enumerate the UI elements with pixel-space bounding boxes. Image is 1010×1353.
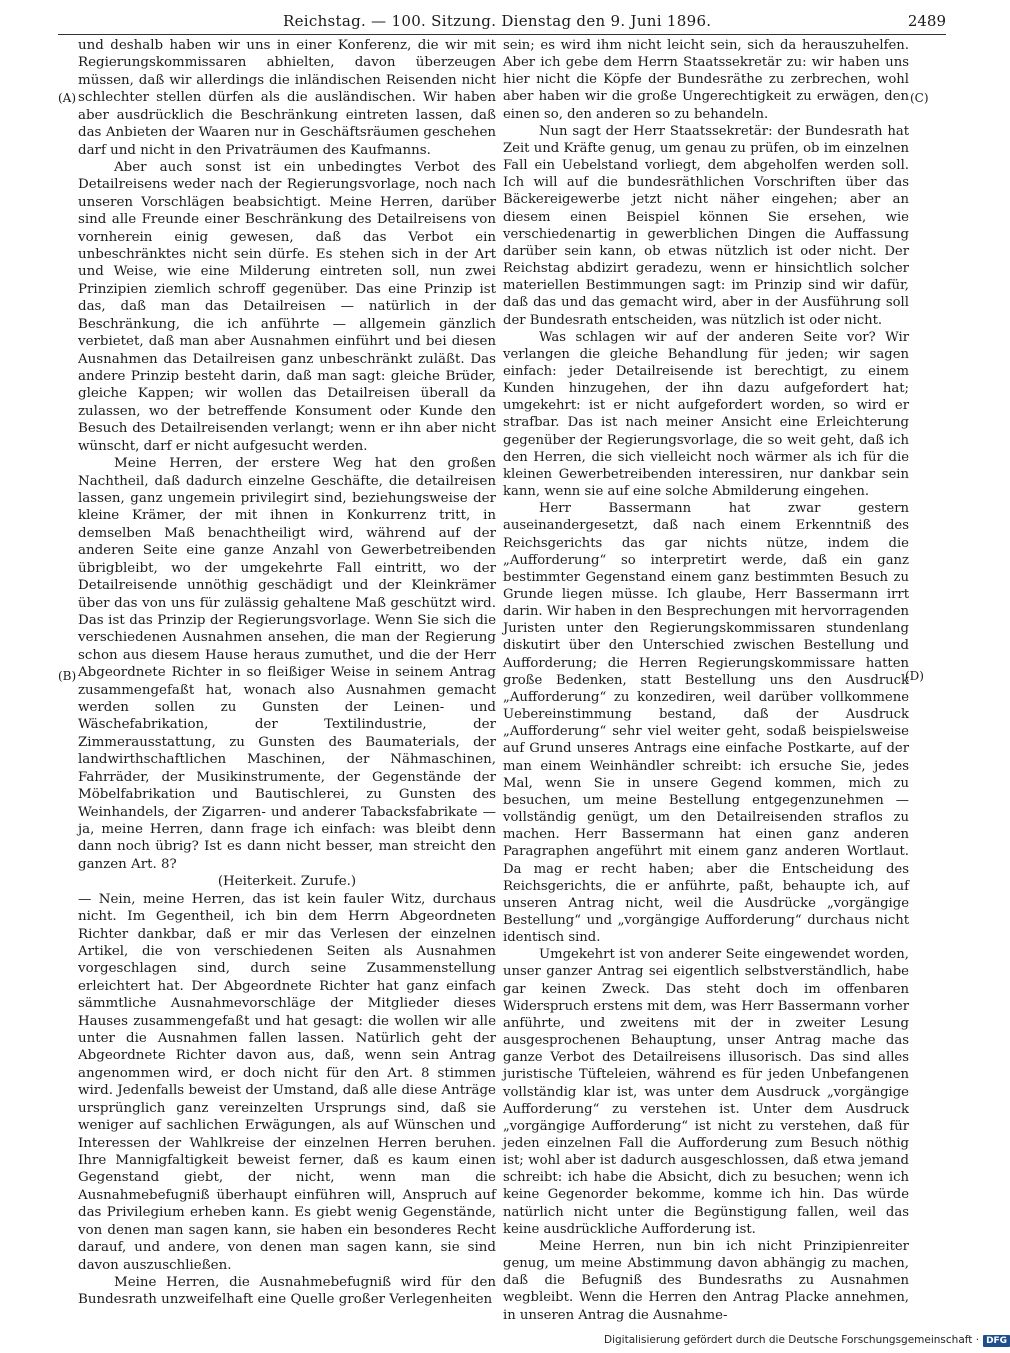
margin-marker-b: (B) [58,669,77,683]
paragraph: Meine Herren, die Ausnahmebefugniß wird für den Bundesrath unzweifelhaft eine Quelle großer Verlegenheiten [78,1274,496,1308]
margin-marker-a: (A) [58,91,77,105]
right-text-column [503,37,909,1324]
paragraph: Herr Bassermann hat zwar gestern auseinandergesetzt, daß nach einem Erkenntniß des Reichsgerichts das gar nichts nütze, indem die „Aufforderung“ so interpretirt werde, daß ein ganz bestimmter Gegenstand einem ganz bestimmten Besuch zu Grunde liegen müsse. Ich glaube, Herr Bassermann irrt darin. Wir haben in den Besprechungen mit hervorragenden Juristen unter den Regierungskommissaren stundenlang diskutirt über den Unterschied zwischen Bestellung und Aufforderung; die Herren Regierungskommissare hatten große Bedenken, statt Bestellung uns den Ausdruck „Aufforderung“ zu konzediren, weil darüber vollkommene Uebereinstimmung bestand, daß der Ausdruck „Aufforderung“ sehr viel weiter geht, sodaß beispielsweise auf Grund unseres Antrags eine einfache Postkarte, auf der man einem Weinhändler schreibt: ich ersuche Sie, jedes Mal, wenn Sie in unsere Gegend kommen, mich zu besuchen, um meine Bestellung entgegenzunehmen — vollständig genügt, um den Detailreisenden straflos zu machen. Herr Bassermann hat einen ganz anderen Paragraphen angeführt mit einem ganz anderen Wortlaut. Da mag er recht haben; aber die Entscheidung des Reichsgerichts, die er anführte, paßt, behaupte ich, auf unseren Antrag nicht, weil die Ausdrücke „vorgängige Bestellung“ und „vorgängige Aufforderung“ durchaus nicht identisch sind. [503,501,909,946]
credit-text: Digitalisierung gefördert durch die Deutsche Forschungsgemeinschaft · [604,1334,980,1346]
margin-marker-c: (C) [910,91,929,105]
running-title: Reichstag. — 100. Sitzung. Dienstag den 9. Juni 1896. [283,12,712,30]
interjection: (Heiterkeit. Zurufe.) [217,874,357,890]
paragraph: Nun sagt der Herr Staatssekretär: der Bundesrath hat Zeit und Kräfte genug, um genau zu prüfen, ob im einzelnen Fall ein Uebelstand vorliegt, dem abgeholfen werden soll. Ich will auf die bundesräthlichen Vorschriften über das Bäckereigewerbe jetzt nicht näher eingehen; aber an diesem einen Beispiel können Sie ersehen, wie verschiedenartig in gewerblichen Dingen die Auffassung darüber sein kann, ob etwas nützlich ist oder nicht. Der Reichstag abdizirt geradezu, wenn er hinsichtlich solcher materiellen Bestimmungen sagt: im Prinzip sind wir dafür, daß das und das gemacht wird, aber in der Ausführung soll der Bundesrath entscheiden, was nützlich ist oder nicht. [503,123,909,328]
paragraph: und deshalb haben wir uns in einer Konferenz, die wir mit Regierungskommissaren abhielten, davon überzeugen müssen, daß wir allerdings die inländischen Reisenden nicht schlechter stellen dürfen als die ausländischen. Wir haben aber ausdrücklich die Beschränkung eintreten lassen, daß das Anbieten der Waaren nur in Geschäftsräumen geschehen darf und nicht in den Privaträumen des Kaufmanns. [78,38,496,158]
left-text-column [78,37,496,1309]
paragraph: Aber auch sonst ist ein unbedingtes Verbot des Detailreisens weder nach der Regierungsvorlage, noch nach unseren Vorschlägen beabsichtigt. Meine Herren, darüber sind alle Freunde einer Beschränkung des Detailreisens von vornherein einig gewesen, daß das Verbot ein unbeschränktes nicht sein dürfe. Es stehen sich in der Art und Weise, wie eine Milderung eintreten soll, nun zwei Prinzipien ziemlich schroff gegenüber. Das eine Prinzip ist das, daß man das Detailreisen — natürlich in der Beschränkung, die ich anführte — allgemein gänzlich verbietet, daß man aber Ausnahmen einführt und bei diesen Ausnahmen das Detailreisen ganz unbeschränkt zuläßt. Das andere Prinzip besteht darin, daß man sagt: gleiche Brüder, gleiche Kappen; wir wollen das Detailreisen überall da zulassen, wo der betreffende Konsument oder Kunde den Besuch des Detailreisenden verlangt; wenn er ihn aber nicht wünscht, darf er nicht aufgesucht werden. [78,159,496,454]
paragraph: Umgekehrt ist von anderer Seite eingewendet worden, unser ganzer Antrag sei eigentlich selbstverständlich, habe gar keinen Zweck. Das steht doch im offenbaren Widerspruch erstens mit dem, was Herr Bassermann vorher anführte, und zweitens mit der in zweiter Lesung ausgesprochenen Behauptung, unser Antrag mache das ganze Verbot des Detailreisens illusorisch. Das sind alles juristische Tüfteleien, während es für jeden Unbefangenen vollständig klar ist, was unter dem Ausdruck „vorgängige Aufforderung“ zu verstehen ist. Unter dem Ausdruck „vorgängige Aufforderung“ ist nicht zu verstehen, daß für jeden einzelnen Fall die Aufforderung zum Besuch nöthig ist; wohl aber ist dadurch ausgeschlossen, daß etwa jemand schreibt: ich habe die Absicht, dich zu besuchen; wenn ich keine Gegenorder bekomme, komme ich hin. Das würde natürlich nicht unter die Begünstigung fallen, weil das keine ausdrückliche Aufforderung ist. [503,947,909,1237]
paragraph: Meine Herren, der erstere Weg hat den großen Nachtheil, daß dadurch einzelne Geschäfte, die detailreisen lassen, ganz ungemein privilegirt sind, beziehungsweise der kleine Krämer, der mit ihnen in Konkurrenz tritt, in demselben Maß benachtheiligt wird, während auf der anderen Seite eine ganze Anzahl von Gewerbetreibenden übrigbleibt, wo der umgekehrte Fall eintritt, wo der Detailreisende unnöthig geschädigt und der Kleinkrämer über das von uns für zulässig gehaltene Maß geschützt wird. Das ist das Prinzip der Regierungsvorlage. Wenn Sie sich die verschiedenen Ausnahmen ansehen, die man der Regierung schon aus diesem Hause heraus zumuthet, und die der Herr Abgeordnete Richter in so fleißiger Weise in seinem Antrag zusammengefaßt hat, wonach also Ausnahmen gemacht werden sollen zu Gunsten der Leinen- und Wäschefabrikation, der Textilindustrie, der Zimmerausstattung, zu Gunsten des Baumaterials, der landwirthschaftlichen Maschinen, der Nähmaschinen, Fahrräder, der Musikinstrumente, der Gegenstände der Möbelfabrikation und Bautischlerei, zu Gunsten des Weinhandels, der Zigarren- und anderer Tabacksfabrikate — ja, meine Herren, dann frage ich einfach: was bleibt denn dann noch übrig? Ist es dann nicht besser, man streicht den ganzen Art. 8? [78,456,496,872]
margin-marker-d: (D) [905,669,924,683]
paragraph: sein; es wird ihm nicht leicht sein, sich da herauszuhelfen. Aber ich gebe dem Herrn Staatssekretär zu: wir haben uns hier nicht die Köpfe der Bundesräthe zu zerbrechen, wohl aber haben wir die große Ungerechtigkeit zu erwägen, den einen so, den anderen so zu behandeln. [503,38,909,122]
page-header [58,6,946,35]
paragraph: Was schlagen wir auf der anderen Seite vor? Wir verlangen die gleiche Behandlung für jeden; wir sagen einfach: jeder Detailreisende ist berechtigt, zu einem Kunden hinzugehen, der ihn dazu aufgefordert hat; umgekehrt: ist er nicht aufgefordert worden, so wird er strafbar. Das ist nach meiner Ansicht eine Erleichterung gegenüber der Regierungsvorlage, die so weit geht, daß ich den Herren, die sich vielleicht noch wärmer als ich für die kleinen Gewerbetreibenden interessiren, nur dankbar sein kann, wenn sie auf eine solche Abmilderung eingehen. [503,329,909,500]
dfg-logo: DFG [983,1335,1010,1347]
paragraph: — Nein, meine Herren, das ist kein fauler Witz, durchaus nicht. Im Gegentheil, ich bin dem Herrn Abgeordneten Richter dankbar, daß er mir das Verlesen der einzelnen Artikel, die von verschiedenen Seiten als Ausnahmen vorgeschlagen sind, durch seine Zusammenstellung erleichtert hat. Der Abgeordnete Richter hat ganz einfach sämmtliche Ausnahmevorschläge der Mitglieder dieses Hauses zusammengefaßt und hat gesagt: die wollen wir alle unter die Ausnahmen fallen lassen. Natürlich geht der Abgeordnete Richter davon aus, daß, wenn sein Antrag angenommen wird, er doch nicht für den Art. 8 stimmen wird. Jedenfalls beweist der Umstand, daß alle diese Anträge ursprünglich ganz vereinzelten Ursprungs sind, daß sie weniger auf sachlichen Erwägungen, als auf Wünschen und Interessen der Wahlkreise der einzelnen Herren beruhen. Ihre Mannigfaltigkeit beweist ferner, daß es kaum einen Gegenstand giebt, der nicht, wenn man die Ausnahmebefugniß überhaupt einführen will, Anspruch auf das Privilegium erheben kann. Es giebt wenig Gegenstände, von denen man sagen kann, sie haben ein besonderes Recht darauf, und andere, von denen man sagen kann, sie sind davon auszuschließen. [78,891,496,1273]
digitization-credit [604,1334,1010,1347]
paragraph: Meine Herren, nun bin ich nicht Prinzipienreiter genug, um meine Abstimmung davon abhängig zu machen, daß die Befugniß des Bundesraths zu Ausnahmen wegbleibt. Wenn die Herren den Antrag Placke annehmen, in unseren Antrag die Ausnahme- [503,1238,909,1323]
page-number: 2489 [907,12,946,30]
